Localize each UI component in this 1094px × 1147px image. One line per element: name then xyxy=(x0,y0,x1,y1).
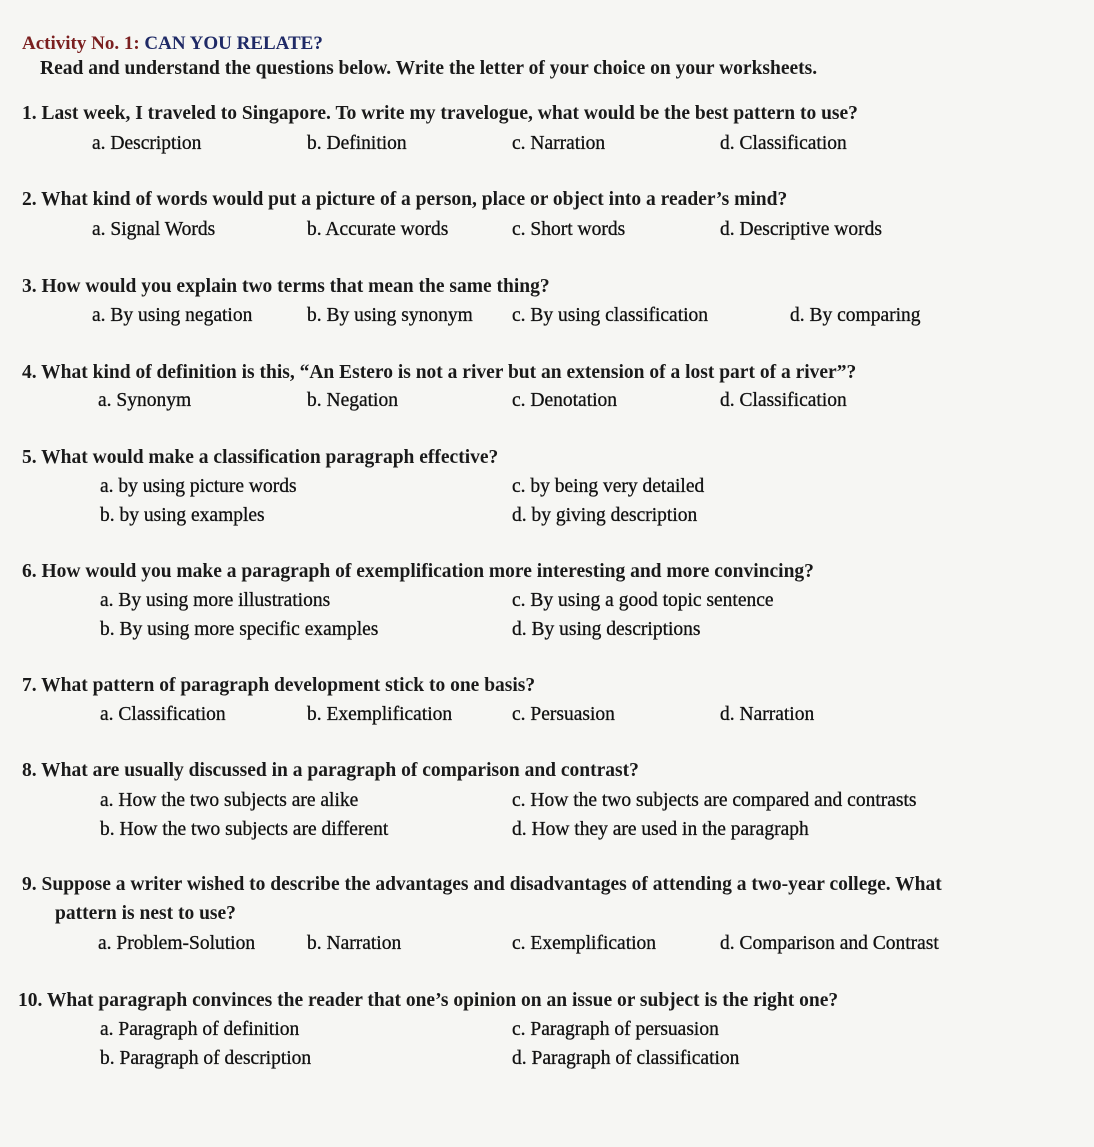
answer-option-d: d. Classification xyxy=(720,133,847,154)
question-text: 1. Last week, I traveled to Singapore. To write my travelogue, what would be the best pattern to use? xyxy=(22,103,858,124)
answer-option-d: d. By using descriptions xyxy=(512,619,701,640)
answer-option-a: a. By using negation xyxy=(92,305,253,326)
question-text: 3. How would you explain two terms that mean the same thing? xyxy=(22,276,550,297)
instructions: Read and understand the questions below. Write the letter of your choice on your worksheets. xyxy=(40,58,818,79)
question-text: 7. What pattern of paragraph development stick to one basis? xyxy=(22,675,536,696)
answer-option-b: b. Paragraph of description xyxy=(100,1048,312,1069)
answer-option-b: b. Negation xyxy=(307,390,398,411)
answer-option-c: c. By using classification xyxy=(512,305,709,326)
answer-option-c: c. Short words xyxy=(512,219,626,240)
answer-option-d: d. Classification xyxy=(720,390,847,411)
question-text: 8. What are usually discussed in a paragraph of comparison and contrast? xyxy=(22,760,639,781)
answer-option-c: c. Persuasion xyxy=(512,704,615,725)
question-text: 4. What kind of definition is this, “An Estero is not a river but an extension of a lost part of a river”? xyxy=(22,362,857,383)
answer-option-c: c. by being very detailed xyxy=(512,476,705,497)
answer-option-c: c. Paragraph of persuasion xyxy=(512,1019,719,1040)
answer-option-a: a. Problem-Solution xyxy=(98,933,256,954)
answer-option-c: c. Exemplification xyxy=(512,933,657,954)
answer-option-d: d. How they are used in the paragraph xyxy=(512,819,809,840)
question-text: 10. What paragraph convinces the reader that one’s opinion on an issue or subject is the right one? xyxy=(18,990,839,1011)
answer-option-b: b. Definition xyxy=(307,133,407,154)
answer-option-a: a. Classification xyxy=(100,704,226,725)
question-text: 2. What kind of words would put a picture of a person, place or object into a reader’s mind? xyxy=(22,189,788,210)
activity-name: CAN YOU RELATE? xyxy=(144,33,323,54)
answer-option-a: a. Synonym xyxy=(98,390,192,411)
answer-option-c: c. How the two subjects are compared and contrasts xyxy=(512,790,917,811)
answer-option-b: b. By using more specific examples xyxy=(100,619,379,640)
answer-option-b: b. Accurate words xyxy=(307,219,449,240)
answer-option-b: b. Exemplification xyxy=(307,704,453,725)
answer-option-a: a. Paragraph of definition xyxy=(100,1019,300,1040)
answer-option-b: b. How the two subjects are different xyxy=(100,819,389,840)
answer-option-b: b. By using synonym xyxy=(307,305,473,326)
answer-option-c: c. Narration xyxy=(512,133,606,154)
answer-option-d: d. Narration xyxy=(720,704,815,725)
activity-number: Activity No. 1: xyxy=(22,33,140,54)
answer-option-b: b. by using examples xyxy=(100,505,265,526)
answer-option-a: a. How the two subjects are alike xyxy=(100,790,359,811)
answer-option-a: a. By using more illustrations xyxy=(100,590,331,611)
answer-option-c: c. By using a good topic sentence xyxy=(512,590,774,611)
answer-option-c: c. Denotation xyxy=(512,390,618,411)
answer-option-a: a. by using picture words xyxy=(100,476,297,497)
answer-option-a: a. Signal Words xyxy=(92,219,216,240)
answer-option-d: d. Descriptive words xyxy=(720,219,882,240)
answer-option-d: d. Comparison and Contrast xyxy=(720,933,939,954)
question-text: 9. Suppose a writer wished to describe the advantages and disadvantages of attending a two-year college. What xyxy=(22,874,942,895)
answer-option-d: d. by giving description xyxy=(512,505,698,526)
activity-title xyxy=(22,32,323,56)
question-text: 6. How would you make a paragraph of exemplification more interesting and more convincing? xyxy=(22,561,814,582)
answer-option-d: d. By comparing xyxy=(790,305,921,326)
question-text: 5. What would make a classification paragraph effective? xyxy=(22,447,499,468)
answer-option-b: b. Narration xyxy=(307,933,402,954)
question-text: pattern is nest to use? xyxy=(55,903,236,924)
answer-option-d: d. Paragraph of classification xyxy=(512,1048,740,1069)
answer-option-a: a. Description xyxy=(92,133,202,154)
